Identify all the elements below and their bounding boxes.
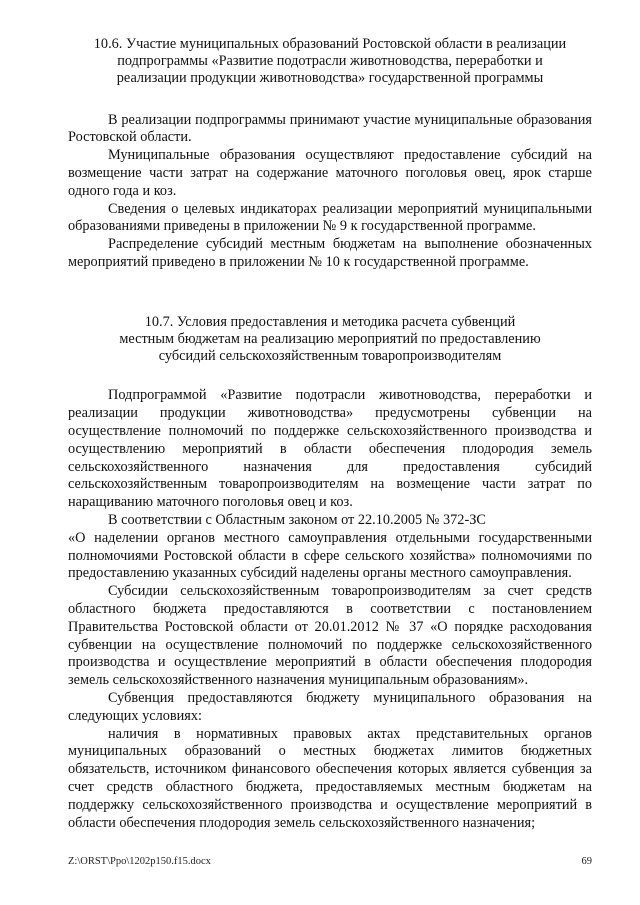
- paragraph: наличия в нормативных правовых актах представительных органов муниципальных образований о местных бюджетах лимитов бюджетных обязательств, источником финансового обеспечения которых является субвенция за счет средств областного бюджета, предоставляемых местным бюджетам на поддержку сельскохозяйственного производства и осуществление мероприятий в области обеспечения плодородия земель сельскохозяйственного назначения;: [68, 725, 592, 831]
- file-path: Z:\ORST\Ppo\1202p150.f15.docx: [68, 856, 211, 867]
- section-heading-10-7: [68, 314, 592, 366]
- paragraph: В соответствии с Областным законом от 22.10.2005 № 372-ЗС: [108, 511, 486, 528]
- document-page: [68, 36, 592, 832]
- heading-line: реализации продукции животноводства» государственной программы: [116, 70, 544, 87]
- paragraph: Субсидии сельскохозяйственным товаропроизводителям за счет средств областного бюджета предоставляются в соответствии с постановлением Правительства Ростовской области от 20.01.2012 № 37 «О порядке расходования субвенции на осуществление полномочий по поддержке сельскохозяйственного производства и осуществление мероприятий в области обеспечения плодородия земель сельскохозяйственного назначения муниципальным образованиям».: [68, 583, 592, 689]
- paragraph: Субвенция предоставляются бюджету муниципального образования на следующих условиях:: [68, 689, 592, 724]
- heading-line: субсидий сельскохозяйственным товаропроизводителям: [158, 348, 502, 365]
- paragraph: Подпрограммой «Развитие подотрасли животноводства, переработки и реализации продукции животноводства» предусмотрены субвенции на осуществление полномочий по поддержке сельскохозяйственного производства и осуществлению мероприятий в области обеспечения плодородия земель сельскохозяйственного назначения для предоставления субсидий сельскохозяйственным товаропроизводителям на возмещение части затрат по наращиванию маточного поголовья овец и коз.: [68, 387, 592, 511]
- section-heading-10-6: [68, 36, 592, 88]
- heading-line: 10.6. Участие муниципальных образований Ростовской области в реализации: [93, 36, 567, 52]
- paragraph: Муниципальные образования осуществляют предоставление субсидий на возмещение части затрат на содержание маточного поголовья овец, ярок старше одного года и коз.: [68, 147, 592, 199]
- heading-line: местным бюджетам на реализацию мероприятий по предоставлению: [119, 330, 541, 347]
- page-number: 69: [581, 856, 592, 867]
- paragraph: Распределение субсидий местным бюджетам на выполнение обозначенных мероприятий приведено в приложении № 10 к государственной программе.: [68, 236, 592, 270]
- paragraph: Сведения о целевых индикаторах реализации мероприятий муниципальными образованиями приведены в приложении № 9 к государственной программе.: [68, 200, 592, 235]
- heading-line: подпрограммы «Развитие подотрасли животноводства, переработки и: [117, 53, 543, 70]
- paragraph: «О наделении органов местного самоуправления отдельными государственными полномочиями Ростовской области в сфере сельского хозяйства» полномочиями по предоставлению указанных субсидий наделены органы местного самоуправления.: [68, 529, 592, 582]
- heading-line: 10.7. Условия предоставления и методика расчета субвенций: [144, 313, 516, 330]
- paragraph: В реализации подпрограммы принимают участие муниципальные образования Ростовской области.: [68, 111, 592, 146]
- page-footer: [68, 856, 592, 870]
